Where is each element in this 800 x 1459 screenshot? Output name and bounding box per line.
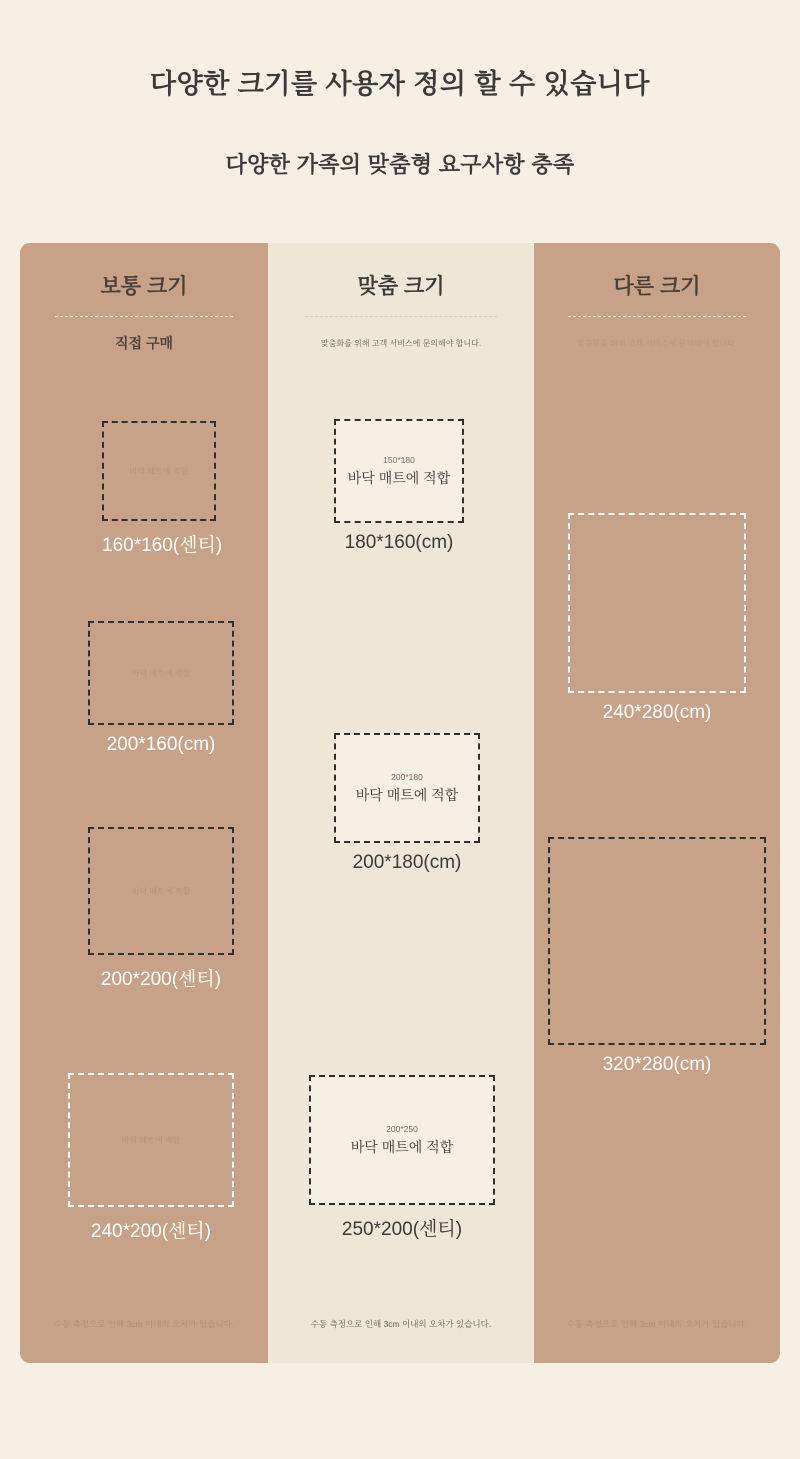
column-custom-sizes (268, 243, 534, 1363)
size-box-label: 바닥 매트에 적합 (347, 469, 451, 486)
size-box-label: 바닥 매트에 적합 (129, 466, 189, 476)
page-subtitle: 다양한 가족의 맞춤형 요구사항 충족 (225, 152, 575, 177)
size-box-label: 바닥 매트에 적합 (355, 786, 459, 803)
size-item (568, 513, 746, 724)
size-box (88, 621, 234, 725)
column-standard-sizes (20, 243, 268, 1363)
size-item (334, 733, 480, 874)
size-box (334, 419, 464, 523)
size-box (88, 827, 234, 955)
size-caption: 240*280(cm) (602, 702, 712, 723)
size-item (88, 621, 234, 756)
column-other-sizes (534, 243, 780, 1363)
size-item (88, 827, 234, 991)
size-caption: 180*160(cm) (344, 532, 454, 553)
size-item (548, 837, 766, 1076)
size-box (68, 1073, 234, 1207)
size-box-label: 바닥 매트에 적합 (350, 1138, 454, 1155)
size-caption: 250*200(센티) (341, 1219, 463, 1240)
size-caption: 200*160(cm) (106, 734, 216, 755)
size-item (102, 421, 222, 557)
divider (568, 316, 745, 317)
column-title: 맞춤 크기 (357, 275, 445, 298)
size-caption: 320*280(cm) (602, 1054, 712, 1075)
headings-block (0, 0, 800, 179)
column-footnote: 수동 측정으로 인해 3cm 이내의 오차가 있습니다. (566, 1319, 748, 1329)
size-box (568, 513, 746, 693)
size-box (334, 733, 480, 843)
size-caption: 200*200(센티) (100, 969, 222, 990)
size-caption: 200*180(cm) (352, 852, 462, 873)
size-box-dim: 200*250 (386, 1123, 418, 1134)
column-note: 맞춤화를 위해 고객 서비스에 문의해야 합니다. (320, 339, 482, 348)
column-title: 보통 크기 (100, 275, 188, 298)
divider (305, 316, 497, 317)
size-item (68, 1073, 234, 1243)
size-comparison-panel (20, 243, 780, 1363)
size-caption: 240*200(센티) (90, 1221, 212, 1242)
size-box-label: 바닥 매트에 적합 (121, 1135, 181, 1145)
size-box (102, 421, 216, 521)
size-box (309, 1075, 495, 1205)
column-footnote: 수동 측정으로 인해 3cm 이내의 오차가 있습니다. (310, 1319, 492, 1329)
divider (55, 316, 234, 317)
page-title: 다양한 크기를 사용자 정의 할 수 있습니다 (150, 69, 650, 99)
size-box (548, 837, 766, 1045)
column-note: 맞춤화를 위해 고객 서비스에 문의해야 합니다. (576, 339, 738, 348)
column-note: 직접 구매 (115, 335, 173, 351)
column-footnote: 수동 측정으로 인해 3cm 이내의 오차가 있습니다. (53, 1319, 235, 1329)
size-item (309, 1075, 495, 1241)
size-box-dim: 150*180 (383, 454, 415, 465)
size-box-label: 바닥 매트에 적합 (131, 668, 191, 678)
size-box-dim: 200*180 (391, 771, 423, 782)
size-box-label: 바닥 매트에 적합 (131, 886, 191, 896)
size-caption: 160*160(센티) (102, 535, 223, 556)
column-title: 다른 크기 (613, 275, 701, 298)
size-item (334, 419, 464, 554)
